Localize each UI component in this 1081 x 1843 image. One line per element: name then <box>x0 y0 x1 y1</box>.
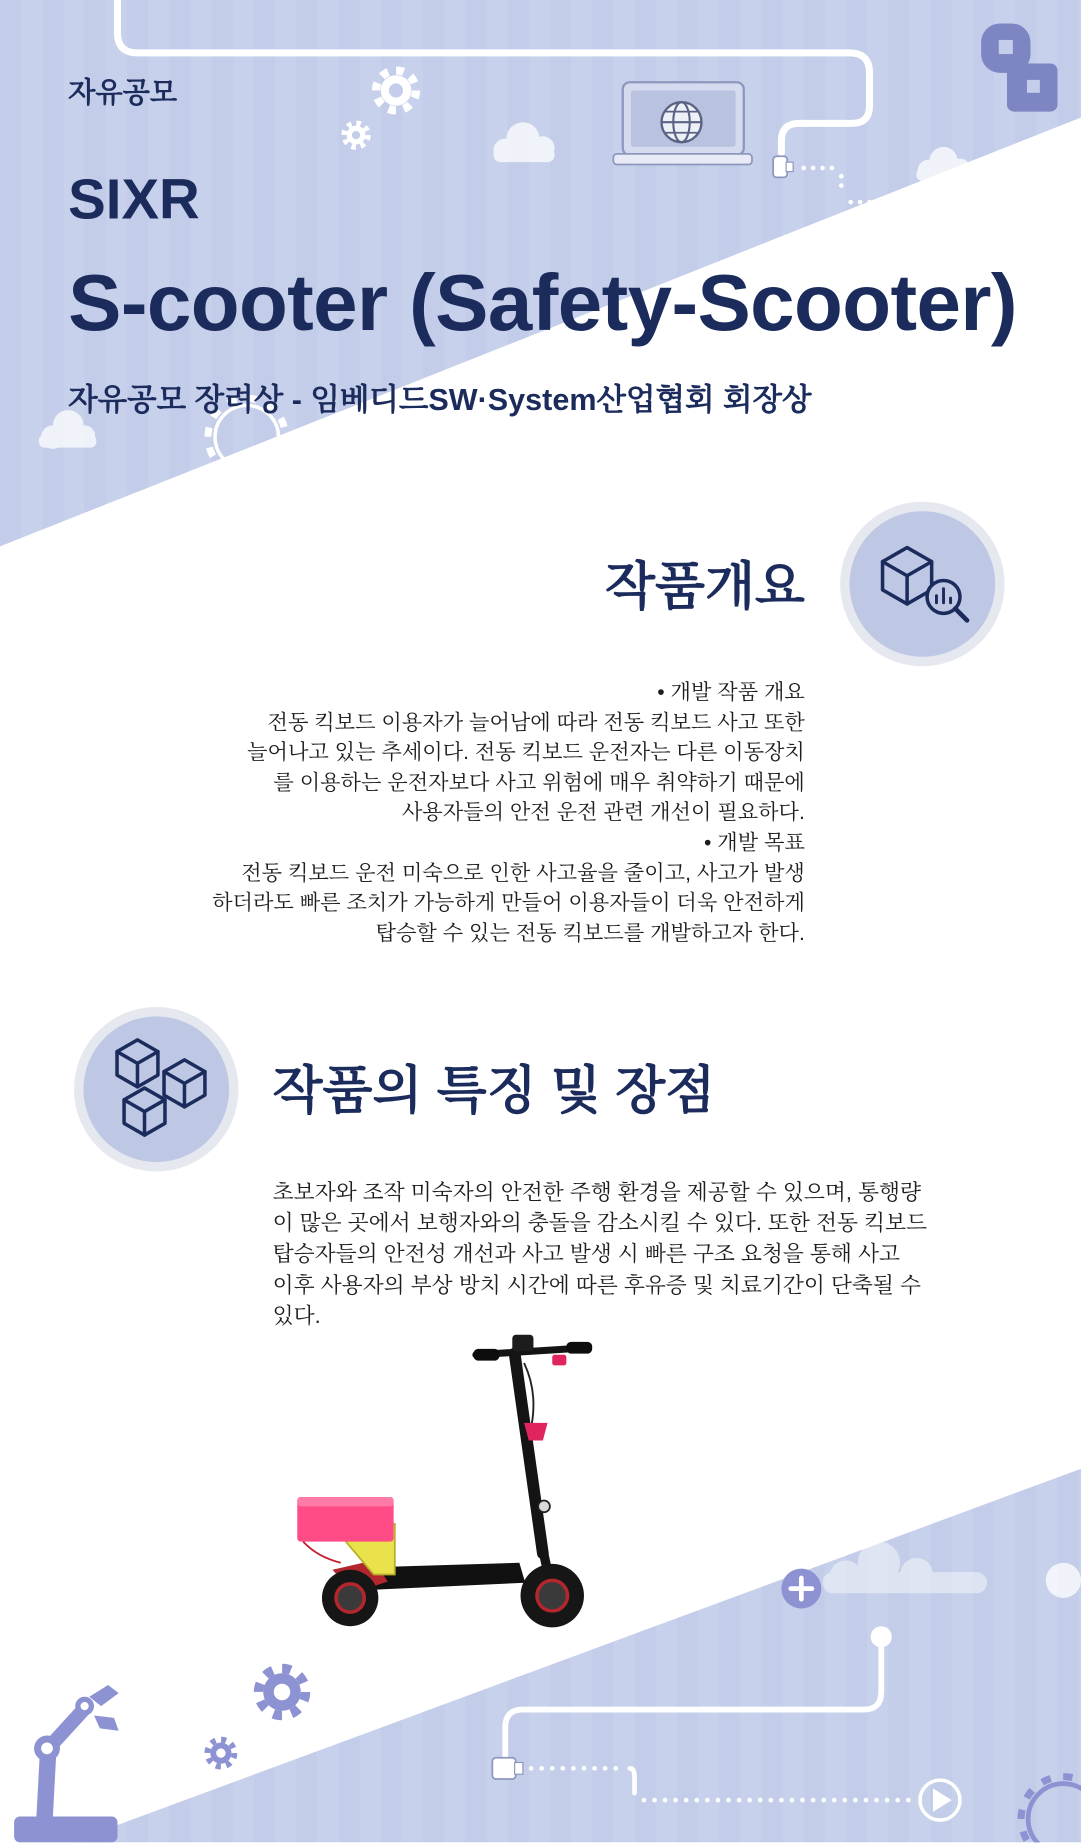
overview-line: • 개발 목표 <box>703 830 805 855</box>
cloud-base <box>39 435 97 448</box>
gear-hole <box>389 83 403 97</box>
scooter-headlight <box>538 1500 550 1512</box>
scooter-grip <box>566 1342 592 1354</box>
features-heading: 작품의 특징 및 장점 <box>272 1062 716 1120</box>
connector-body <box>492 1758 515 1779</box>
cloud-base <box>493 148 554 162</box>
robot-joint-pin <box>41 1743 53 1755</box>
scooter-light <box>552 1355 566 1366</box>
overview-paragraph <box>123 678 804 949</box>
features-line: 있다. <box>272 1302 321 1328</box>
overview-line: 사용자들의 안전 운전 관련 개선이 필요하다. <box>401 800 805 825</box>
team-name: SIXR <box>68 169 200 232</box>
features-paragraph <box>273 1177 1025 1331</box>
robot-joint-pin <box>80 1702 88 1710</box>
scooter-photo <box>297 1335 592 1628</box>
connector-tip <box>786 162 793 171</box>
cube-search-icon <box>840 502 1005 667</box>
overview-line: 탑승할 수 있는 전동 킥보드를 개발하고자 한다. <box>375 920 805 945</box>
badge-fill <box>83 1016 229 1162</box>
laptop-base <box>613 154 752 165</box>
overview-line: 를 이용하는 운전자보다 사고 위험에 매우 취약하기 때문에 <box>273 770 805 795</box>
cloud-icon <box>1046 1563 1081 1598</box>
features-line: 초보자와 조작 미숙자의 안전한 주행 환경을 제공할 수 있으며, 통행량 <box>272 1179 921 1205</box>
robot-claw <box>89 1685 118 1706</box>
scooter-rear-rim <box>336 1584 364 1612</box>
gear-hole <box>274 1684 290 1700</box>
scooter-wire <box>303 1542 341 1563</box>
scooter-box-lid <box>297 1497 393 1506</box>
scooter-grip <box>474 1349 500 1361</box>
bottom-blue-panel <box>71 1469 1081 1843</box>
features-line: 이 많은 곳에서 보행자와의 충돌을 감소시킬 수 있다. 또한 전동 킥보드 <box>272 1210 928 1236</box>
overview-heading: 작품개요 <box>605 558 805 616</box>
scooter-front-rim <box>537 1580 568 1611</box>
scooter-display <box>512 1335 533 1351</box>
features-line: 이후 사용자의 부상 방치 시간에 따른 후유증 및 치료기간이 단축될 수 <box>272 1272 921 1297</box>
overview-line: 전동 킥보드 이용자가 늘어남에 따라 전동 킥보드 사고 또한 <box>267 710 805 734</box>
overview-line: 늘어나고 있는 추세이다. 전동 킥보드 운전자는 다른 이동장치 <box>247 740 805 764</box>
overview-line: • 개발 작품 개요 <box>657 680 805 704</box>
features-line: 탑승자들의 안전성 개선과 사고 발생 시 빠른 구조 요청을 통해 사고 <box>272 1241 900 1266</box>
overview-line: 하더라도 빠른 조치가 가능하게 만들어 이용자들이 더욱 안전하게 <box>212 890 805 915</box>
plus-circle-icon <box>781 1569 821 1609</box>
overview-line: 전동 킥보드 운전 미숙으로 인한 사고율을 줄이고, 사고가 발생 <box>241 860 805 885</box>
cloud-base <box>822 1572 987 1593</box>
gear-icon <box>259 1668 306 1715</box>
category-label: 자유공모 <box>68 77 178 110</box>
laptop-globe-icon <box>613 82 752 164</box>
gear-hole <box>216 1748 225 1757</box>
cloud-puff <box>1046 1563 1081 1598</box>
robot-base <box>14 1817 117 1843</box>
gear-icon <box>207 1740 234 1767</box>
connector-tip <box>515 1762 523 1774</box>
cloud-base <box>916 168 970 181</box>
gear-hole <box>352 131 360 139</box>
project-title: S-cooter (Safety-Scooter) <box>68 258 1017 348</box>
award-label: 자유공모 장려상 - 임베디드SW·System산업협회 회장상 <box>68 381 812 418</box>
robot-claw <box>94 1715 119 1730</box>
cubes-icon <box>74 1007 239 1172</box>
robot-arm-icon <box>14 1685 119 1842</box>
puzzle-hole <box>999 40 1013 54</box>
puzzle-hole <box>1027 80 1040 93</box>
connector-body <box>773 156 787 177</box>
badge-fill <box>850 511 996 657</box>
